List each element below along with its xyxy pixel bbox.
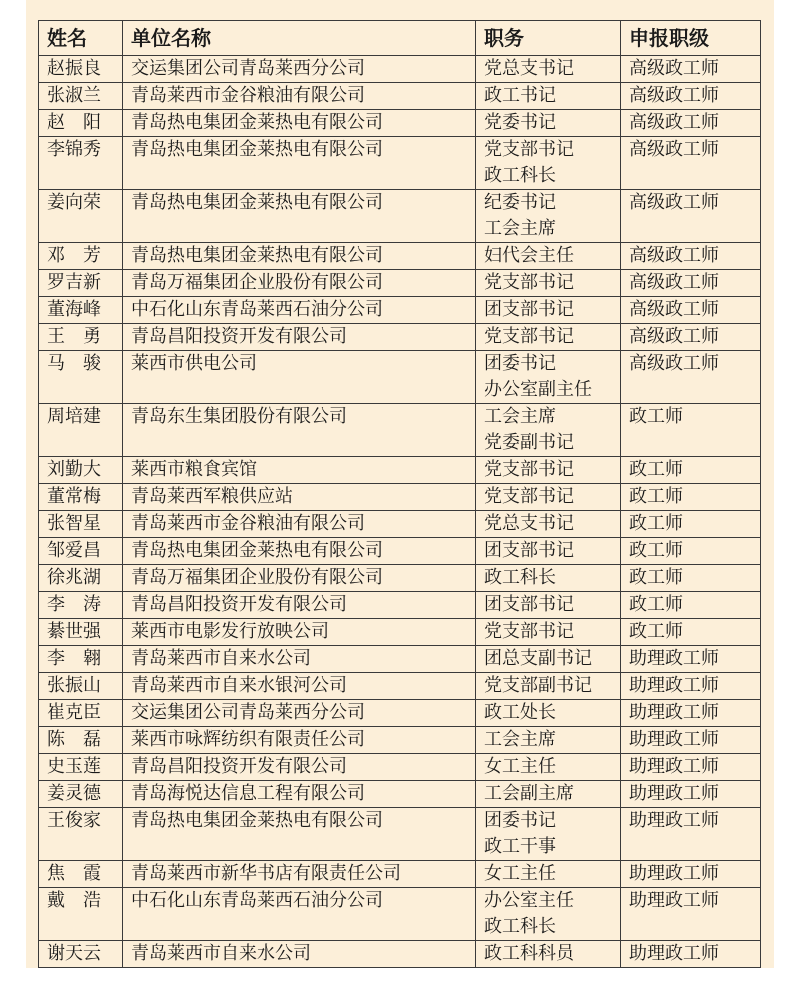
- header-organization: 单位名称: [123, 21, 476, 56]
- cell-level: 助理政工师: [621, 754, 761, 781]
- cell-level: 高级政工师: [621, 243, 761, 270]
- cell-name: 王 勇: [39, 324, 123, 351]
- table-row: [39, 270, 761, 297]
- position-line: 工会主席: [484, 729, 556, 750]
- position-line: 团支部书记: [484, 594, 574, 615]
- position-line: 女工主任: [484, 863, 556, 884]
- table-row: [39, 861, 761, 888]
- table-row: [39, 727, 761, 754]
- position-line: 团支部书记: [484, 299, 574, 320]
- cell-organization: 莱西市供电公司: [123, 351, 476, 404]
- cell-level: 助理政工师: [621, 861, 761, 888]
- position-line: 党支部书记: [484, 486, 574, 507]
- cell-name: 张淑兰: [39, 83, 123, 110]
- header-name: 姓名: [39, 21, 123, 56]
- position-line: 政工干事: [484, 836, 556, 857]
- position-line: 团委书记: [484, 810, 556, 831]
- cell-position: [476, 511, 621, 538]
- table-row: [39, 297, 761, 324]
- cell-organization: 青岛东生集团股份有限公司: [123, 404, 476, 457]
- cell-position: [476, 619, 621, 646]
- cell-level: 助理政工师: [621, 941, 761, 968]
- position-line: 纪委书记: [484, 192, 556, 213]
- cell-organization: 青岛昌阳投资开发有限公司: [123, 754, 476, 781]
- position-line: 妇代会主任: [484, 245, 574, 266]
- position-line: 政工科长: [484, 165, 556, 186]
- position-line: 党支部副书记: [484, 675, 592, 696]
- header-position: 职务: [476, 21, 621, 56]
- cell-name: 邓 芳: [39, 243, 123, 270]
- table-row: [39, 404, 761, 457]
- cell-level: 助理政工师: [621, 888, 761, 941]
- cell-organization: 莱西市咏辉纺织有限责任公司: [123, 727, 476, 754]
- cell-name: 马 骏: [39, 351, 123, 404]
- cell-name: 张振山: [39, 673, 123, 700]
- position-line: 党支部书记: [484, 272, 574, 293]
- cell-name: 姜灵德: [39, 781, 123, 808]
- cell-position: [476, 941, 621, 968]
- position-line: 党总支书记: [484, 513, 574, 534]
- position-line: 党总支书记: [484, 58, 574, 79]
- cell-level: 助理政工师: [621, 808, 761, 861]
- cell-position: [476, 404, 621, 457]
- position-line: 女工主任: [484, 756, 556, 777]
- position-line: 团总支副书记: [484, 648, 592, 669]
- cell-level: 政工师: [621, 484, 761, 511]
- cell-organization: 青岛万福集团企业股份有限公司: [123, 565, 476, 592]
- table-row: [39, 754, 761, 781]
- position-line: 党委书记: [484, 112, 556, 133]
- cell-position: [476, 243, 621, 270]
- cell-name: 史玉莲: [39, 754, 123, 781]
- cell-position: [476, 351, 621, 404]
- cell-level: 政工师: [621, 592, 761, 619]
- cell-position: [476, 484, 621, 511]
- cell-organization: 青岛热电集团金莱热电有限公司: [123, 110, 476, 137]
- cell-organization: 中石化山东青岛莱西石油分公司: [123, 888, 476, 941]
- cell-organization: 中石化山东青岛莱西石油分公司: [123, 297, 476, 324]
- cell-name: 谢天云: [39, 941, 123, 968]
- cell-level: 政工师: [621, 538, 761, 565]
- table-row: [39, 781, 761, 808]
- position-line: 工会主席: [484, 218, 556, 239]
- cell-name: 崔克臣: [39, 700, 123, 727]
- cell-name: 王俊家: [39, 808, 123, 861]
- table-row: [39, 243, 761, 270]
- table-row: [39, 808, 761, 861]
- position-line: 党支部书记: [484, 326, 574, 347]
- cell-organization: 青岛莱西市自来水公司: [123, 941, 476, 968]
- cell-name: 戴 浩: [39, 888, 123, 941]
- cell-position: [476, 592, 621, 619]
- cell-organization: 青岛昌阳投资开发有限公司: [123, 592, 476, 619]
- cell-name: 周培建: [39, 404, 123, 457]
- cell-position: [476, 538, 621, 565]
- cell-level: 高级政工师: [621, 137, 761, 190]
- cell-organization: 青岛万福集团企业股份有限公司: [123, 270, 476, 297]
- cell-level: 高级政工师: [621, 270, 761, 297]
- cell-level: 助理政工师: [621, 646, 761, 673]
- position-line: 团支部书记: [484, 540, 574, 561]
- cell-level: 高级政工师: [621, 110, 761, 137]
- table-header-row: [39, 21, 761, 56]
- table-row: [39, 888, 761, 941]
- cell-level: 助理政工师: [621, 727, 761, 754]
- cell-organization: 青岛热电集团金莱热电有限公司: [123, 243, 476, 270]
- cell-position: [476, 297, 621, 324]
- table-row: [39, 190, 761, 243]
- cell-organization: 青岛莱西市自来水银河公司: [123, 673, 476, 700]
- cell-organization: 青岛热电集团金莱热电有限公司: [123, 808, 476, 861]
- cell-level: 政工师: [621, 404, 761, 457]
- cell-name: 姜向荣: [39, 190, 123, 243]
- cell-position: [476, 808, 621, 861]
- personnel-table: [38, 20, 761, 968]
- cell-position: [476, 190, 621, 243]
- cell-name: 董常梅: [39, 484, 123, 511]
- cell-position: [476, 110, 621, 137]
- cell-organization: 青岛莱西市金谷粮油有限公司: [123, 511, 476, 538]
- position-line: 办公室副主任: [484, 379, 592, 400]
- cell-level: 高级政工师: [621, 297, 761, 324]
- position-line: 政工科科员: [484, 943, 574, 964]
- cell-level: 高级政工师: [621, 324, 761, 351]
- position-line: 政工处长: [484, 702, 556, 723]
- cell-name: 罗吉新: [39, 270, 123, 297]
- table-row: [39, 538, 761, 565]
- cell-position: [476, 673, 621, 700]
- cell-level: 高级政工师: [621, 351, 761, 404]
- table-row: [39, 110, 761, 137]
- position-line: 政工科长: [484, 567, 556, 588]
- cell-level: 助理政工师: [621, 781, 761, 808]
- table-row: [39, 56, 761, 83]
- cell-position: [476, 565, 621, 592]
- cell-organization: 青岛热电集团金莱热电有限公司: [123, 190, 476, 243]
- cell-position: [476, 270, 621, 297]
- cell-name: 李 翱: [39, 646, 123, 673]
- cell-level: 高级政工师: [621, 83, 761, 110]
- cell-organization: 莱西市粮食宾馆: [123, 457, 476, 484]
- table-row: [39, 484, 761, 511]
- cell-level: 政工师: [621, 565, 761, 592]
- position-line: 党支部书记: [484, 459, 574, 480]
- table-row: [39, 511, 761, 538]
- header-level: 申报职级: [621, 21, 761, 56]
- cell-position: [476, 137, 621, 190]
- position-line: 党支部书记: [484, 621, 574, 642]
- table-row: [39, 565, 761, 592]
- cell-level: 助理政工师: [621, 673, 761, 700]
- cell-name: 綦世强: [39, 619, 123, 646]
- table-row: [39, 700, 761, 727]
- cell-position: [476, 324, 621, 351]
- cell-name: 陈 磊: [39, 727, 123, 754]
- cell-position: [476, 457, 621, 484]
- table-row: [39, 457, 761, 484]
- cell-name: 李 涛: [39, 592, 123, 619]
- cell-organization: 青岛莱西市自来水公司: [123, 646, 476, 673]
- cell-position: [476, 646, 621, 673]
- table-row: [39, 83, 761, 110]
- position-line: 政工书记: [484, 85, 556, 106]
- table-row: [39, 351, 761, 404]
- cell-organization: 青岛海悦达信息工程有限公司: [123, 781, 476, 808]
- cell-position: [476, 754, 621, 781]
- cell-name: 邹爱昌: [39, 538, 123, 565]
- cell-organization: 青岛热电集团金莱热电有限公司: [123, 538, 476, 565]
- cell-organization: 青岛昌阳投资开发有限公司: [123, 324, 476, 351]
- cell-organization: 青岛莱西军粮供应站: [123, 484, 476, 511]
- cell-level: 政工师: [621, 457, 761, 484]
- table-row: [39, 619, 761, 646]
- table-row: [39, 673, 761, 700]
- cell-position: [476, 56, 621, 83]
- table-row: [39, 646, 761, 673]
- cell-organization: 青岛莱西市新华书店有限责任公司: [123, 861, 476, 888]
- position-line: 工会主席: [484, 406, 556, 427]
- cell-position: [476, 700, 621, 727]
- table-row: [39, 941, 761, 968]
- cell-name: 赵 阳: [39, 110, 123, 137]
- cell-position: [476, 781, 621, 808]
- cell-level: 政工师: [621, 511, 761, 538]
- cell-position: [476, 888, 621, 941]
- position-line: 团委书记: [484, 353, 556, 374]
- cell-level: 政工师: [621, 619, 761, 646]
- cell-name: 焦 霞: [39, 861, 123, 888]
- cell-organization: 青岛莱西市金谷粮油有限公司: [123, 83, 476, 110]
- cell-organization: 青岛热电集团金莱热电有限公司: [123, 137, 476, 190]
- cell-organization: 交运集团公司青岛莱西分公司: [123, 56, 476, 83]
- cell-organization: 交运集团公司青岛莱西分公司: [123, 700, 476, 727]
- cell-name: 刘勤大: [39, 457, 123, 484]
- cell-level: 高级政工师: [621, 56, 761, 83]
- cell-position: [476, 861, 621, 888]
- table-row: [39, 137, 761, 190]
- cell-name: 李锦秀: [39, 137, 123, 190]
- cell-name: 徐兆湖: [39, 565, 123, 592]
- cell-name: 董海峰: [39, 297, 123, 324]
- position-line: 党支部书记: [484, 139, 574, 160]
- position-line: 办公室主任: [484, 890, 574, 911]
- position-line: 政工科长: [484, 916, 556, 937]
- cell-name: 张智星: [39, 511, 123, 538]
- table-row: [39, 592, 761, 619]
- cell-organization: 莱西市电影发行放映公司: [123, 619, 476, 646]
- cell-position: [476, 83, 621, 110]
- table-row: [39, 324, 761, 351]
- position-line: 工会副主席: [484, 783, 574, 804]
- cell-level: 高级政工师: [621, 190, 761, 243]
- cell-level: 助理政工师: [621, 700, 761, 727]
- cell-name: 赵振良: [39, 56, 123, 83]
- cell-position: [476, 727, 621, 754]
- position-line: 党委副书记: [484, 432, 574, 453]
